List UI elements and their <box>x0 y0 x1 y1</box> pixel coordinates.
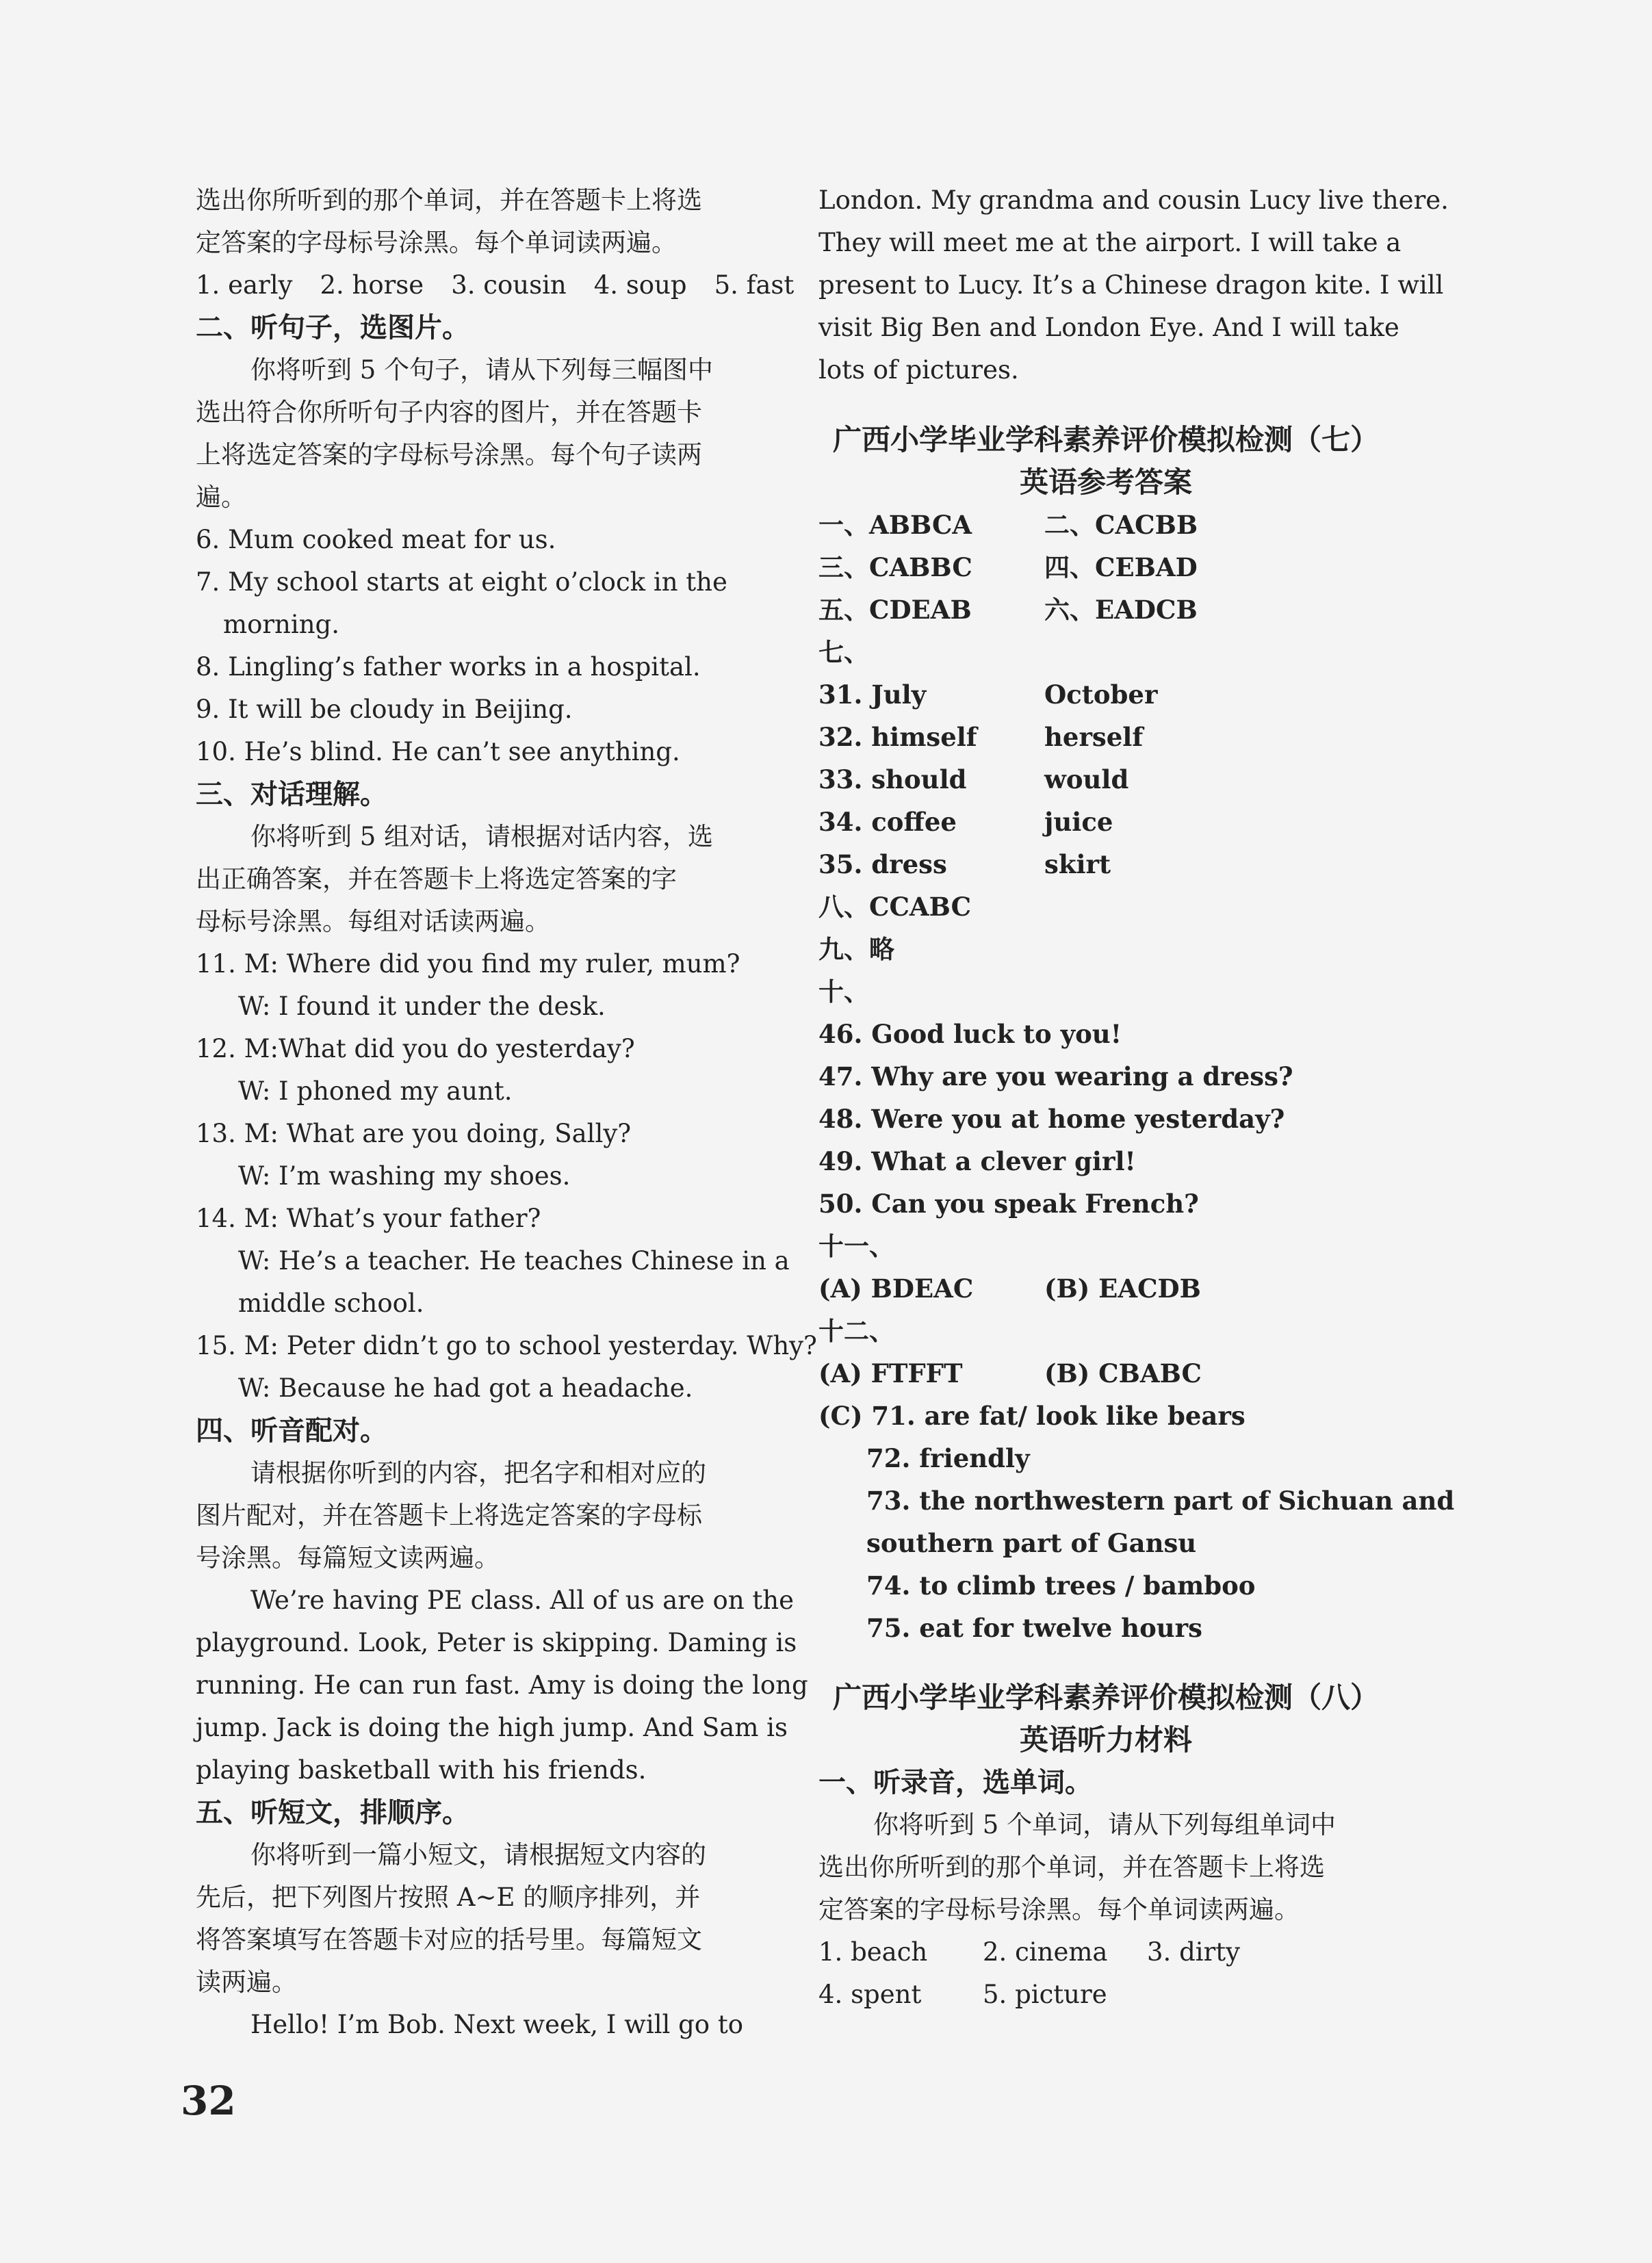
section-heading: 四、听音配对。 <box>196 1414 387 1447</box>
instruction-line: 上将选定答案的字母标号涂黑。每个句子读两 <box>196 440 702 469</box>
intro-line: 定答案的字母标号涂黑。每个单词读两遍。 <box>196 228 677 257</box>
instruction-line: 你将听到一篇小短文，请根据短文内容的 <box>250 1840 706 1870</box>
answer: (B) EACDB <box>1044 1273 1201 1304</box>
answer-line: 72. friendly <box>866 1443 1030 1473</box>
instruction-line: 选出符合你所听句子内容的图片，并在答题卡 <box>196 398 702 427</box>
instruction-line: 图片配对，并在答题卡上将选定答案的字母标 <box>196 1501 702 1530</box>
instruction-line: 你将听到 5 个单词，请从下列每组单词中 <box>873 1810 1337 1839</box>
sentence-item: 7. My school starts at eight o’clock in the <box>196 567 727 597</box>
passage-line: present to Lucy. It’s a Chinese dragon kite. I will <box>818 270 1444 300</box>
word-list <box>196 264 795 307</box>
dialogue-line: middle school. <box>238 1289 424 1318</box>
sentence-item: morning. <box>223 610 339 639</box>
instruction-line: 你将听到 5 组对话，请根据对话内容，选 <box>250 822 714 851</box>
instruction-line: 遍。 <box>196 482 246 512</box>
section-heading: 五、听短文，排顺序。 <box>196 1796 469 1828</box>
dialogue-line: W: He’s a teacher. He teaches Chinese in a <box>238 1246 790 1276</box>
word: 3. cousin <box>451 270 567 300</box>
dialogue-line: 13. M: What are you doing, Sally? <box>196 1119 632 1148</box>
instruction-line: 请根据你听到的内容，把名字和相对应的 <box>250 1458 706 1488</box>
instruction-line: 你将听到 5 个句子，请从下列每三幅图中 <box>250 355 714 385</box>
instruction-line: 将答案填写在答题卡对应的括号里。每篇短文 <box>196 1925 702 1954</box>
answer-sentence: 50. Can you speak French? <box>818 1189 1199 1219</box>
sentence-item: 6. Mum cooked meat for us. <box>196 525 556 554</box>
test-subtitle: 英语参考答案 <box>1019 465 1192 499</box>
answer: October <box>1044 680 1158 710</box>
word: 4. soup <box>593 270 687 300</box>
section-heading: 一、听录音，选单词。 <box>818 1766 1092 1798</box>
answer: herself <box>1044 722 1144 752</box>
passage-line: We’re having PE class. All of us are on the <box>250 1586 795 1615</box>
page-number: 32 <box>181 2078 236 2124</box>
passage-line: London. My grandma and cousin Lucy live there. <box>818 185 1449 215</box>
answer-sentence: 48. Were you at home yesterday? <box>818 1104 1285 1134</box>
answer-row: 八、CCABC <box>818 892 972 922</box>
passage-line: jump. Jack is doing the high jump. And Sam is <box>196 1713 788 1742</box>
passage-line: running. He can run fast. Amy is doing the long <box>196 1670 808 1700</box>
word: 5. fast <box>714 270 795 300</box>
test-title: 广西小学毕业学科素养评价模拟检测（七） <box>832 423 1379 456</box>
answer-line: southern part of Gansu <box>866 1528 1197 1558</box>
instruction-line: 读两遍。 <box>196 1967 297 1997</box>
answer: would <box>1044 764 1129 794</box>
word: 4. spent <box>818 1980 922 2009</box>
word-list <box>818 1931 1393 1974</box>
instruction-line: 号涂黑。每篇短文读两遍。 <box>196 1543 500 1573</box>
passage-line: visit Big Ben and London Eye. And I will take <box>818 313 1399 342</box>
section-label: 十、 <box>818 977 869 1007</box>
test-subtitle: 英语听力材料 <box>1019 1723 1192 1757</box>
sentence-item: 10. He’s blind. He can’t see anything. <box>196 737 680 766</box>
answer: 33. should <box>818 764 967 794</box>
passage-line: They will meet me at the airport. I will take a <box>818 228 1402 257</box>
answer-row: 九、略 <box>818 934 894 964</box>
word: 1. early <box>196 270 293 300</box>
section-label: 七、 <box>818 637 869 667</box>
answer: 三、CABBC <box>818 552 972 582</box>
word: 1. beach <box>818 1937 928 1967</box>
passage-line: playground. Look, Peter is skipping. Daming is <box>196 1628 797 1657</box>
answer: (A) FTFFT <box>818 1358 963 1388</box>
instruction-line: 母标号涂黑。每组对话读两遍。 <box>196 907 550 936</box>
answer-row <box>818 589 1393 631</box>
sentence-item: 9. It will be cloudy in Beijing. <box>196 695 573 724</box>
instruction-line: 先后，把下列图片按照 A~E 的顺序排列，并 <box>196 1883 701 1912</box>
left-column <box>196 179 817 2046</box>
answer-line: 73. the northwestern part of Sichuan and <box>866 1486 1455 1516</box>
dialogue-line: 11. M: Where did you find my ruler, mum? <box>196 949 740 979</box>
word: 5. picture <box>983 1980 1107 2009</box>
word: 3. dirty <box>1147 1937 1241 1967</box>
instruction-line: 选出你所听到的那个单词，并在答题卡上将选 <box>818 1852 1325 1882</box>
answer: 五、CDEAB <box>818 595 972 625</box>
answer-row <box>818 1352 1393 1395</box>
intro-line: 选出你所听到的那个单词，并在答题卡上将选 <box>196 185 702 215</box>
passage-line: Hello! I’m Bob. Next week, I will go to <box>250 2010 743 2039</box>
dialogue-line: 12. M:What did you do yesterday? <box>196 1034 635 1063</box>
answer: 31. July <box>818 680 927 710</box>
answer-line: (C) 71. are fat/ look like bears <box>818 1401 1246 1431</box>
answer: 34. coffee <box>818 807 957 837</box>
answer-sentence: 47. Why are you wearing a dress? <box>818 1061 1293 1091</box>
word: 2. horse <box>320 270 424 300</box>
word: 2. cinema <box>983 1937 1108 1967</box>
answer-pair <box>818 716 1393 758</box>
answer: (A) BDEAC <box>818 1273 974 1304</box>
section-heading: 三、对话理解。 <box>196 778 387 810</box>
dialogue-line: W: I found it under the desk. <box>238 992 606 1021</box>
answer-sentence: 46. Good luck to you! <box>818 1019 1122 1049</box>
answer: juice <box>1044 807 1113 837</box>
answer-row <box>818 504 1393 546</box>
word-list <box>818 1974 1393 2016</box>
answer: skirt <box>1044 849 1111 879</box>
right-column <box>818 179 1455 2016</box>
answer: (B) CBABC <box>1044 1358 1202 1388</box>
section-heading: 二、听句子，选图片。 <box>196 311 469 344</box>
section-label: 十二、 <box>818 1316 894 1346</box>
answer: 35. dress <box>818 849 947 879</box>
answer-row <box>818 1267 1393 1310</box>
answer-sentence: 49. What a clever girl! <box>818 1146 1136 1176</box>
answer-line: 74. to climb trees / bamboo <box>866 1570 1256 1601</box>
answer: 二、CACBB <box>1044 510 1198 540</box>
dialogue-line: W: Because he had got a headache. <box>238 1373 693 1403</box>
passage-line: playing basketball with his friends. <box>196 1755 647 1785</box>
test-title: 广西小学毕业学科素养评价模拟检测（八） <box>832 1681 1379 1714</box>
answer-pair <box>818 801 1393 843</box>
answer-line: 75. eat for twelve hours <box>866 1613 1202 1643</box>
dialogue-line: W: I’m washing my shoes. <box>238 1161 571 1191</box>
answer: 六、EADCB <box>1044 595 1198 625</box>
passage-line: lots of pictures. <box>818 355 1019 385</box>
answer-row <box>818 546 1393 589</box>
answer-pair <box>818 843 1393 885</box>
answer-pair <box>818 673 1393 716</box>
dialogue-line: 14. M: What’s your father? <box>196 1204 541 1233</box>
sentence-item: 8. Lingling’s father works in a hospital. <box>196 652 701 682</box>
instruction-line: 出正确答案，并在答题卡上将选定答案的字 <box>196 864 677 894</box>
answer: 一、ABBCA <box>818 510 972 540</box>
answer: 四、CEBAD <box>1044 552 1198 582</box>
answer: 32. himself <box>818 722 977 752</box>
dialogue-line: 15. M: Peter didn’t go to school yesterday. Why? <box>196 1331 817 1360</box>
answer-pair <box>818 758 1393 801</box>
instruction-line: 定答案的字母标号涂黑。每个单词读两遍。 <box>818 1895 1300 1924</box>
dialogue-line: W: I phoned my aunt. <box>238 1076 513 1106</box>
section-label: 十一、 <box>818 1231 894 1261</box>
